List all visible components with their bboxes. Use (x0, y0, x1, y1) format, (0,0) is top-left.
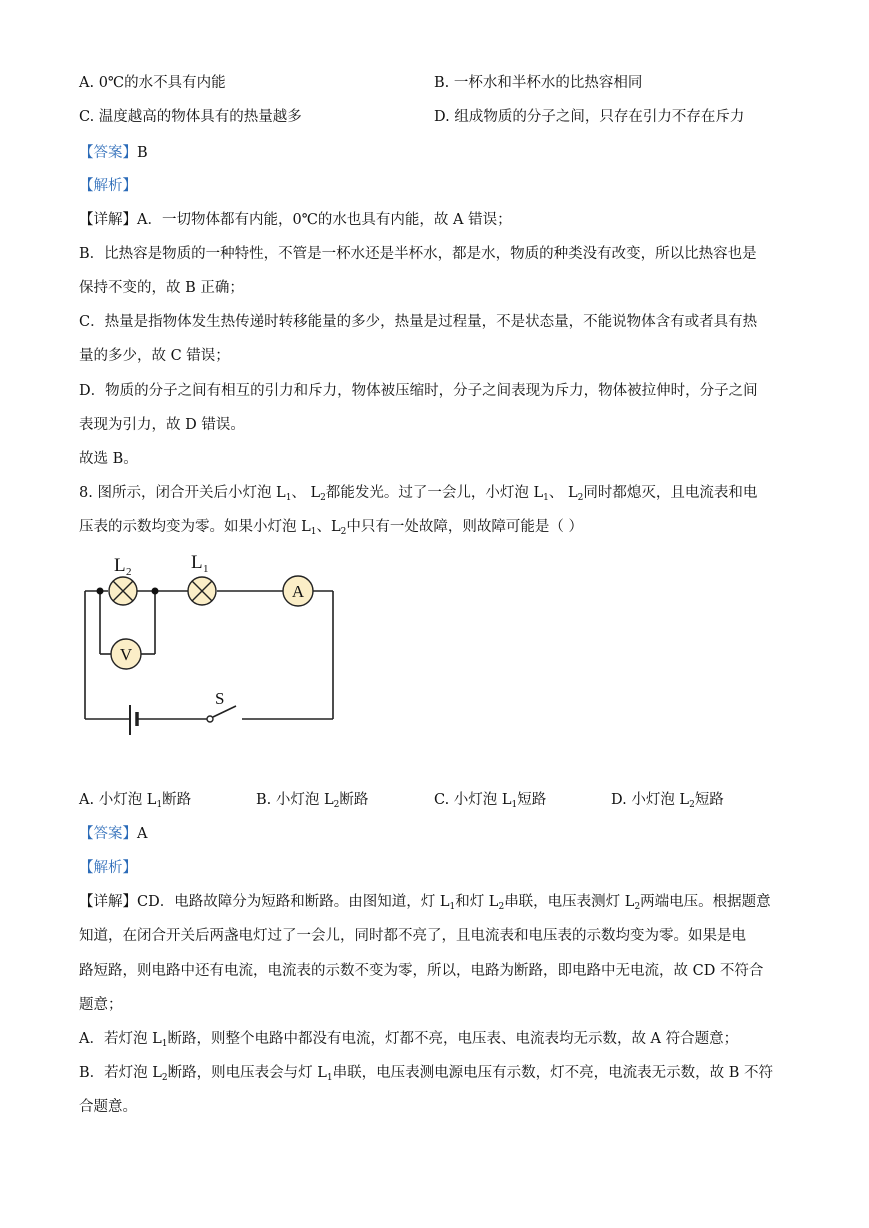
subscript: 2 (320, 493, 326, 503)
q8-option-d (611, 790, 724, 810)
l1-label: L (191, 552, 203, 573)
option-text: 断路 (339, 792, 369, 808)
detail-d-line2: 表现为引力，故 D 错误。 (79, 417, 245, 433)
detail-text: 串联，电压表测电源电压有示数，灯不亮，电流表无示数，故 B 不符 (332, 1065, 773, 1081)
subscript: 1 (326, 1073, 333, 1083)
detail-c-line1: C．热量是指物体发生热传递时转移能量的多少，热量是过程量，不是状态量，不能说物体含有或者具有热 (79, 314, 758, 330)
switch-label: S (215, 689, 225, 708)
stem-text: 都能发光。过了一会儿，小灯泡 L (325, 485, 544, 501)
detail-text: B．若灯泡 L (79, 1065, 162, 1081)
q8-detail-b1 (79, 1063, 773, 1083)
stem-text: 、 L (291, 485, 321, 501)
subscript: 1 (156, 800, 163, 810)
subscript: 2 (634, 902, 641, 912)
q8-detail-line3: 路短路，则电路中还有电流，电流表的示数不变为零，所以，电路为断路，即电路中无电流，故 CD 不符合 (79, 963, 764, 979)
option-text: A. 小灯泡 L (79, 792, 157, 808)
option-text: B. 小灯泡 L (256, 792, 334, 808)
lamp-l1 (188, 577, 216, 605)
l2-label: L (114, 555, 126, 576)
answer-tag: 【答案】 (79, 826, 137, 842)
detail-text: 串联，电压表测灯 L (504, 894, 635, 910)
detail-c-line2: 量的多少，故 C 错误； (79, 348, 230, 364)
option-text: D. 小灯泡 L (611, 792, 690, 808)
q8-analysis-tag: 【解析】 (79, 860, 137, 876)
option-d: D. 组成物质的分子之间，只存在引力不存在斥力 (434, 109, 745, 125)
subscript: 2 (161, 1073, 168, 1083)
circuit-diagram (79, 548, 339, 742)
detail-text: A．若灯泡 L (79, 1031, 162, 1047)
subscript: 2 (498, 902, 505, 912)
q8-stem-line1 (79, 483, 757, 503)
voltmeter-label: V (119, 645, 133, 664)
option-c: C. 温度越高的物体具有的热量越多 (79, 109, 302, 125)
detail-d-line1: D．物质的分子之间有相互的引力和斥力，物体被压缩时，分子之间表现为斥力，物体被拉伸时，分子之间 (79, 383, 758, 399)
junction-dot (97, 588, 104, 595)
stem-text: 、 L (548, 485, 578, 501)
stem-text: 压表的示数均变为零。如果小灯泡 L (79, 519, 311, 535)
l1-subscript: 1 (203, 563, 209, 575)
subscript: 2 (340, 527, 347, 537)
subscript: 1 (511, 800, 518, 810)
subscript: 1 (543, 493, 549, 503)
ammeter-label: A (291, 582, 305, 601)
detail-text: 断路，则整个电路中都没有电流，灯都不亮，电压表、电流表均无示数，故 A 符合题意； (167, 1031, 739, 1047)
option-text: 断路 (162, 792, 192, 808)
stem-text: 中只有一处故障，则故障可能是（ ） (346, 519, 583, 535)
detail-a (79, 210, 512, 230)
answer-value: B (137, 145, 148, 161)
detail-text: CD．电路故障分为短路和断路。由图知道，灯 L (137, 894, 450, 910)
option-a: A. 0℃的水不具有内能 (79, 75, 226, 91)
q8-option-a (79, 790, 191, 810)
stem-text: 、L (316, 519, 341, 535)
detail-b-line1: B．比热容是物质的一种特性，不管是一杯水还是半杯水，都是水，物质的种类没有改变，所以比热容也是 (79, 246, 757, 262)
option-text: 短路 (694, 792, 724, 808)
answer-value: A (137, 826, 148, 842)
subscript: 1 (449, 902, 456, 912)
l2-subscript: 2 (126, 566, 132, 578)
detail-tag: 【详解】 (79, 212, 137, 228)
detail-text: 和灯 L (455, 894, 499, 910)
analysis-tag: 【解析】 (79, 178, 137, 194)
q8-answer-line (79, 824, 147, 844)
conclusion: 故选 B。 (79, 451, 138, 467)
answer-line (79, 143, 148, 163)
q8-detail-a (79, 1029, 738, 1049)
subscript: 1 (285, 493, 292, 503)
q8-detail-line1 (79, 892, 771, 912)
subscript: 2 (689, 800, 695, 810)
detail-text: 两端电压。根据题意 (640, 894, 771, 910)
stem-text: 同时都熄灭，且电流表和电 (583, 485, 758, 501)
subscript: 2 (333, 800, 340, 810)
q8-option-c (434, 790, 546, 810)
q8-detail-line2: 知道，在闭合开关后两盏电灯过了一会儿，同时都不亮了，且电流表和电压表的示数均变为零。如果是电 (79, 928, 746, 944)
q8-stem-line2 (79, 517, 583, 537)
lamp-l2 (109, 577, 137, 605)
subscript: 2 (577, 493, 584, 503)
q8-detail-b2: 合题意。 (79, 1099, 137, 1115)
q8-detail-line4: 题意； (79, 997, 123, 1013)
detail-tag: 【详解】 (79, 894, 137, 910)
option-b: B. 一杯水和半杯水的比热容相同 (434, 75, 643, 91)
option-text: 短路 (517, 792, 547, 808)
junction-dot (152, 588, 159, 595)
detail-a-text: A．一切物体都有内能，0℃的水也具有内能，故 A 错误； (137, 212, 512, 228)
option-text: C. 小灯泡 L (434, 792, 512, 808)
detail-b-line2: 保持不变的，故 B 正确； (79, 280, 244, 296)
switch-pivot (207, 716, 213, 722)
answer-tag: 【答案】 (79, 145, 137, 161)
subscript: 1 (161, 1039, 168, 1049)
stem-text: 8. 图所示，闭合开关后小灯泡 L (79, 485, 286, 501)
subscript: 1 (310, 527, 317, 537)
q8-option-b (256, 790, 368, 810)
detail-text: 断路，则电压表会与灯 L (167, 1065, 327, 1081)
